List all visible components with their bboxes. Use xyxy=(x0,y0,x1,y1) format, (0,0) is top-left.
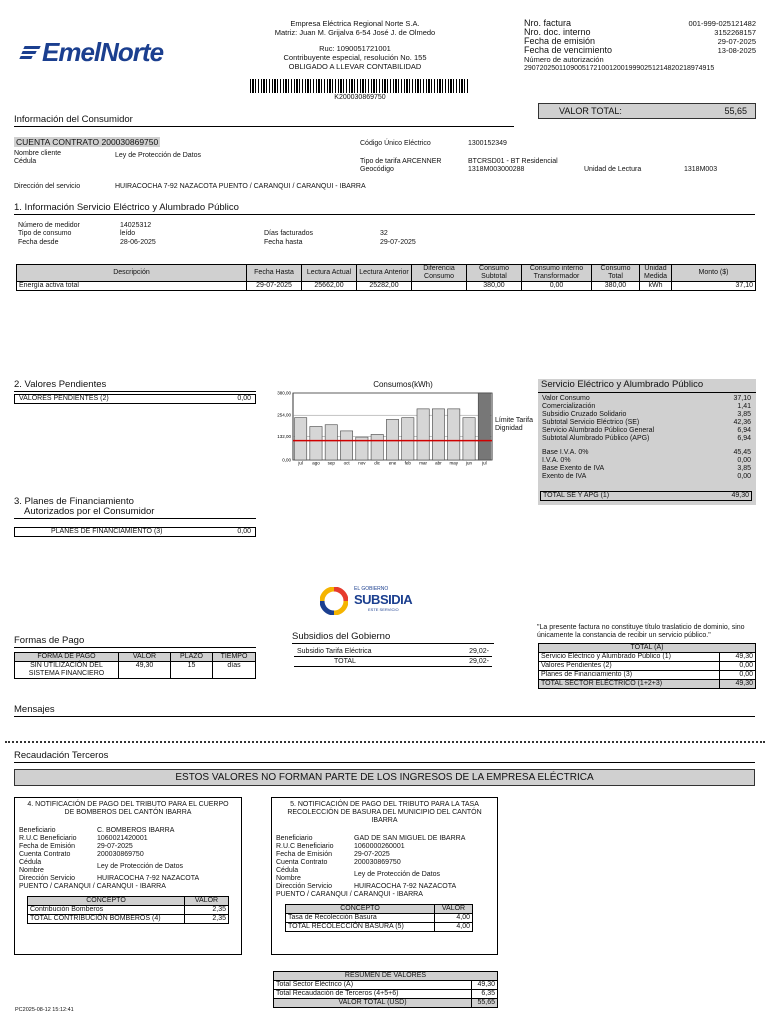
nro-factura-label: Nro. factura xyxy=(524,18,572,28)
chart-x-tick: nov xyxy=(358,460,366,466)
nro-factura: 001-999-025121482 xyxy=(688,19,756,28)
th-forma: FORMA DE PAGO xyxy=(15,653,119,662)
subsidio-value: 29,02- xyxy=(469,648,489,655)
terceros-banner: ESTOS VALORES NO FORMAN PARTE DE LOS INGRESOS DE LA EMPRESA ELÉCTRICA xyxy=(14,769,755,786)
vencimiento: 13-08-2025 xyxy=(717,46,756,55)
consumer-title: Información del Consumidor xyxy=(14,115,514,127)
servicio-label: Subtotal Servicio Eléctrico (SE) xyxy=(542,418,640,426)
company-contribuyente: Contribuyente especial, resolución No. 155 xyxy=(283,52,427,62)
autorizacion: 2907202501109005172100120019990251214820218974915 xyxy=(524,65,715,72)
th-valor: VALOR xyxy=(185,897,229,906)
servicio-label: Subtotal Alumbrado Público (APG) xyxy=(542,434,650,442)
chart-bar xyxy=(295,418,307,460)
subsidio-logo-main: SUBSIDIA xyxy=(354,592,413,607)
chart-x-tick: jul xyxy=(298,460,303,466)
cell: 49,30 xyxy=(720,680,756,689)
direccion: HUIRACOCHA 7-92 NAZACOTA PUENTO / CARANQUI / CARANQUI - IBARRA xyxy=(115,183,366,190)
chart-bar xyxy=(340,431,352,460)
chart-bar xyxy=(478,393,490,460)
cuenta-label: CUENTA CONTRATO xyxy=(16,137,100,147)
label-cedula: Cédula xyxy=(19,859,42,866)
notif4-cedula-nombre: Ley de Protección de Datos xyxy=(97,863,183,870)
medidor-label: Número de medidor xyxy=(18,222,80,229)
formas-pago-table xyxy=(14,652,256,679)
servicio-row xyxy=(542,411,751,419)
label-nombre: Nombre xyxy=(276,875,301,882)
chart-x-tick: ago xyxy=(312,460,320,466)
servicio-value: 6,94 xyxy=(737,434,751,442)
th-monto: Monto ($) xyxy=(672,265,756,282)
nombre-label: Nombre cliente xyxy=(14,150,62,157)
chart-svg xyxy=(276,380,530,470)
th-tiempo: TIEMPO xyxy=(213,653,256,662)
cell: 2,35 xyxy=(185,915,229,924)
pendientes-row xyxy=(14,394,256,404)
chart-bar xyxy=(310,427,322,461)
cell: Total Recaudación de Terceros (4+5+6) xyxy=(274,990,472,999)
geocodigo-label: Geocódigo xyxy=(360,166,394,173)
logo-mark-icon xyxy=(20,45,40,61)
cell: 49,30 xyxy=(472,981,498,990)
cell: 4,00 xyxy=(435,914,473,923)
iva-row xyxy=(542,473,751,481)
financiamiento-subtitle: Autorizados por el Consumidor xyxy=(14,507,256,519)
cell: 6,35 xyxy=(472,990,498,999)
chart-x-tick: mar xyxy=(419,460,427,466)
chart-bar xyxy=(371,434,383,460)
tarifa-label: Tipo de tarifa ARCENNER xyxy=(360,158,442,165)
unidad: 1318M003 xyxy=(684,166,718,173)
geocodigo: 1318M003000288 xyxy=(468,166,525,173)
iva-value: 45,45 xyxy=(733,448,751,456)
vencimiento-label: Fecha de vencimiento xyxy=(524,45,613,55)
iva-value: 0,00 xyxy=(737,472,751,480)
notif5-title: 5. NOTIFICACIÓN DE PAGO DEL TRIBUTO PARA LA TASA RECOLECCIÓN DE BASURA DEL MUNICIPIO DEL CANTÓN IBARRA xyxy=(287,801,482,824)
iva-label: Base I.V.A. 0% xyxy=(542,448,589,456)
label-beneficiario: Beneficiario xyxy=(19,827,56,834)
chart-x-tick: jun xyxy=(466,460,473,466)
notif4-ruc: 1060021420001 xyxy=(97,835,148,842)
cell: kWh xyxy=(640,282,672,291)
chart-x-tick: may xyxy=(449,460,458,466)
notif5-direccion: HUIRACOCHA 7-92 NAZACOTA xyxy=(354,883,457,890)
cell: 380,00 xyxy=(467,282,522,291)
codigo: 1300152349 xyxy=(468,140,507,147)
company-address: Matriz: Juan M. Grijalva 6-54 José J. de Olmedo xyxy=(274,27,436,37)
dias-label: Días facturados xyxy=(264,230,314,237)
consumo-table xyxy=(16,264,756,291)
chart-limit-label: Límite Tarifa Dignidad xyxy=(495,417,533,432)
emision: 29-07-2025 xyxy=(717,37,756,46)
notif5-ruc: 1060000260001 xyxy=(354,843,405,850)
th-concepto: CONCEPTO xyxy=(286,905,435,914)
tipo-label: Tipo de consumo xyxy=(18,230,72,237)
chart-bar xyxy=(432,409,444,460)
chart-bar xyxy=(386,419,398,460)
cell: TOTAL CONTRIBUCIÓN BOMBEROS (4) xyxy=(28,915,185,924)
financiamiento-value: 0,00 xyxy=(237,528,251,535)
nombre-value: Ley de Protección de Datos xyxy=(115,152,201,159)
hasta: 29-07-2025 xyxy=(380,239,416,246)
resumen-table xyxy=(273,971,498,1008)
valor-total: 55,65 xyxy=(724,105,747,116)
table-row xyxy=(539,653,756,662)
servicio-row xyxy=(542,419,751,427)
th-unidad: Unidad Medida xyxy=(640,265,672,282)
cell: 49,30 xyxy=(720,653,756,662)
servicio-total xyxy=(540,491,752,501)
total-a-header: TOTAL (A) xyxy=(539,644,756,653)
th-valor: VALOR xyxy=(435,905,473,914)
chart-x-tick: oct xyxy=(343,460,350,466)
servicio-row xyxy=(542,427,751,435)
iva-label: Base Exento de IVA xyxy=(542,464,605,472)
barcode xyxy=(250,79,470,93)
cell: Servicio Eléctrico y Alumbrado Público (1) xyxy=(539,653,720,662)
chart-x-tick: dic xyxy=(374,460,381,466)
th-total: Consumo Total xyxy=(592,265,640,282)
iva-value: 3,85 xyxy=(737,464,751,472)
servicio-label: Valor Consumo xyxy=(542,394,590,402)
table-row xyxy=(28,906,229,915)
servicio-value: 42,36 xyxy=(733,418,751,426)
notif4-emision: 29-07-2025 xyxy=(97,843,133,850)
cut-line xyxy=(5,741,765,743)
notif5-cuenta: 200030869750 xyxy=(354,859,401,866)
notif5-table xyxy=(285,904,473,932)
barcode-number: K200030869750 xyxy=(334,94,386,101)
footer-code: PC2025-08-12 15:12:41 xyxy=(15,1007,74,1013)
resumen-header: RESUMEN DE VALORES xyxy=(274,972,498,981)
notif4-direccion: HUIRACOCHA 7-92 NAZACOTA xyxy=(97,875,200,882)
subsidio-total-label: TOTAL xyxy=(334,658,356,665)
label-cedula: Cédula xyxy=(276,867,299,874)
table-row xyxy=(15,662,256,679)
label-cuenta: Cuenta Contrato xyxy=(19,851,71,858)
cell: Valores Pendientes (2) xyxy=(539,662,720,671)
chart-x-tick: jul xyxy=(482,460,487,466)
chart-y-tick: 0,00 xyxy=(282,457,291,463)
autorizacion-label: Número de autorización xyxy=(524,55,604,64)
servicio-label: Subsidio Cruzado Solidario xyxy=(542,410,627,418)
cedula-label: Cédula xyxy=(14,158,37,165)
subsidio-logo xyxy=(320,586,420,616)
notif4-title: 4. NOTIFICACIÓN DE PAGO DEL TRIBUTO PARA EL CUERPO DE BOMBEROS DEL CANTÓN IBARRA xyxy=(27,801,229,816)
cell: 0,00 xyxy=(720,671,756,680)
th-interno: Consumo interno Transformador xyxy=(522,265,592,282)
notif-basura xyxy=(271,797,498,955)
cell: SIN UTILIZACIÓN DEL SISTEMA FINANCIERO xyxy=(15,662,119,679)
label-cuenta: Cuenta Contrato xyxy=(276,859,328,866)
notif5-direccion2: PUENTO / CARANQUI / CARANQUI - IBARRA xyxy=(276,891,423,898)
th-plazo: PLAZO xyxy=(171,653,213,662)
codigo-label: Código Único Eléctrico xyxy=(360,140,431,147)
cell: Energía activa total xyxy=(17,282,247,291)
label-nombre: Nombre xyxy=(19,867,44,874)
chart-bar xyxy=(325,425,337,460)
subsidio-logo-top: EL GOBIERNO xyxy=(354,586,389,592)
chart-x-tick: ene xyxy=(388,460,397,466)
desde-label: Fecha desde xyxy=(18,239,59,246)
emelnorte-logo xyxy=(20,37,190,68)
financiamiento-label: PLANES DE FINANCIAMIENTO (3) xyxy=(51,528,163,535)
cell: Contribución Bomberos xyxy=(28,906,185,915)
label-direccion: Dirección Servicio xyxy=(19,875,76,882)
cuenta-row xyxy=(14,138,160,148)
servicio-label: Servicio Alumbrado Público General xyxy=(542,426,655,434)
th-valor: VALOR xyxy=(119,653,171,662)
cell: 0,00 xyxy=(522,282,592,291)
cell: 0,00 xyxy=(720,662,756,671)
th-descripcion: Descripción xyxy=(17,265,247,282)
cell: TOTAL RECOLECCIÓN BASURA (5) xyxy=(286,923,435,932)
subsidio-label: Subsidio Tarifa Eléctrica xyxy=(297,648,372,655)
servicio-box xyxy=(538,379,756,505)
cell: 15 xyxy=(171,662,213,679)
logo-text: EmelNorte xyxy=(42,37,164,68)
label-ruc: R.U.C Beneficiario xyxy=(19,835,77,842)
servicio-label: Comercialización xyxy=(542,402,596,410)
company-obligado: OBLIGADO A LLEVAR CONTABILIDAD xyxy=(288,61,422,71)
subsidio-row xyxy=(294,647,492,657)
cell: 29-07-2025 xyxy=(247,282,302,291)
company-info xyxy=(240,20,470,71)
iva-row xyxy=(542,465,751,473)
table-row xyxy=(539,662,756,671)
nro-doc-label: Nro. doc. interno xyxy=(524,27,591,37)
company-ruc: Ruc: 1090051721001 xyxy=(319,44,391,54)
desde: 28-06-2025 xyxy=(120,239,156,246)
label-emision: Fecha de Emisión xyxy=(276,851,333,858)
cuenta-highlight xyxy=(14,137,160,147)
servicio-value: 37,10 xyxy=(733,394,751,402)
chart-x-tick: feb xyxy=(404,460,411,466)
cell: TOTAL SECTOR ELÉCTRICO (1+2+3) xyxy=(539,680,720,689)
label-beneficiario: Beneficiario xyxy=(276,835,313,842)
iva-row xyxy=(542,449,751,457)
iva-label: I.V.A. 0% xyxy=(542,456,571,464)
cell: Total Sector Eléctrico (A) xyxy=(274,981,472,990)
pendientes-value: 0,00 xyxy=(237,395,251,402)
servicio-row xyxy=(542,395,751,403)
label-ruc: R.U.C Beneficiario xyxy=(276,843,334,850)
tarifa: BTCRSD01 - BT Residencial xyxy=(468,158,558,165)
pendientes-title: 2. Valores Pendientes xyxy=(14,380,256,392)
servicio-value: 6,94 xyxy=(737,426,751,434)
terceros-title: Recaudación Terceros xyxy=(14,751,755,763)
chart-y-tick: 132,00 xyxy=(277,434,291,440)
notif4-table xyxy=(27,896,229,924)
notif4-beneficiario: C. BOMBEROS IBARRA xyxy=(97,827,175,834)
subsidio-total xyxy=(294,657,492,667)
chart-bar xyxy=(448,409,460,460)
emision-label: Fecha de emisión xyxy=(524,36,596,46)
th-lectura-anterior: Lectura Anterior xyxy=(357,265,412,282)
label-emision: Fecha de Emisión xyxy=(19,843,76,850)
notif5-beneficiario: GAD DE SAN MIGUEL DE IBARRA xyxy=(354,835,466,842)
table-row xyxy=(286,923,473,932)
unidad-label: Unidad de Lectura xyxy=(584,166,642,173)
financiamiento-title: 3. Planes de Financiamiento xyxy=(14,496,134,507)
table-row xyxy=(274,990,498,999)
invoice-info xyxy=(524,19,756,73)
servicio-value: 1,41 xyxy=(737,402,751,410)
service-title: 1. Información Servicio Eléctrico y Alumbrado Público xyxy=(14,203,755,215)
servicio-row xyxy=(542,403,751,411)
cell: 380,00 xyxy=(592,282,640,291)
chart-title: Consumos(kWh) xyxy=(373,380,433,389)
table-row xyxy=(274,981,498,990)
notif5-cedula-nombre: Ley de Protección de Datos xyxy=(354,871,440,878)
notif-bomberos xyxy=(14,797,242,955)
cell: VALOR TOTAL (USD) xyxy=(274,999,472,1008)
legal-note: "La presente factura no constituye título traslaticio de dominio, sino únicamente la constancia de recibir un servicio público." xyxy=(537,624,745,639)
th-lectura-actual: Lectura Actual xyxy=(302,265,357,282)
servicio-total-label: TOTAL SE Y APG (1) xyxy=(543,492,610,499)
servicio-rows1 xyxy=(538,393,756,443)
consumos-chart xyxy=(276,380,533,470)
mensajes-title: Mensajes xyxy=(14,705,755,717)
pendientes-label: VALORES PENDIENTES (2) xyxy=(19,395,109,402)
label-direccion: Dirección Servicio xyxy=(276,883,333,890)
total-a-table xyxy=(538,643,756,689)
table-row xyxy=(17,282,756,291)
medidor: 14025312 xyxy=(120,222,152,229)
cell: 49,30 xyxy=(119,662,171,679)
financiamiento-row xyxy=(14,527,256,537)
chart-y-tick: 380,00 xyxy=(277,390,291,396)
cell: Planes de Financiamiento (3) xyxy=(539,671,720,680)
subsidios-title: Subsidios del Gobierno xyxy=(292,632,494,644)
cell: 25662,00 xyxy=(302,282,357,291)
subsidio-circle-icon xyxy=(320,587,348,615)
servicio-rows2 xyxy=(538,443,756,481)
cell: 25282,00 xyxy=(357,282,412,291)
table-row xyxy=(539,680,756,689)
direccion-label: Dirección del servicio xyxy=(14,183,81,190)
cell xyxy=(412,282,467,291)
hasta-label: Fecha hasta xyxy=(264,239,303,246)
table-row xyxy=(539,671,756,680)
cell: días xyxy=(213,662,256,679)
cuenta: 200030869750 xyxy=(101,137,159,147)
dias: 32 xyxy=(380,230,388,237)
iva-row xyxy=(542,457,751,465)
company-name: Empresa Eléctrica Regional Norte S.A. xyxy=(290,19,420,28)
table-row xyxy=(274,999,498,1008)
chart-bar xyxy=(417,409,429,460)
servicio-total-value: 49,30 xyxy=(731,492,749,499)
cell: 4,00 xyxy=(435,923,473,932)
th-diferencia: Diferencia Consumo xyxy=(412,265,467,282)
chart-y-tick: 254,00 xyxy=(277,412,291,418)
subsidio-total-value: 29,02- xyxy=(469,658,489,665)
subsidio-logo-bottom: ESTE SERVICIO xyxy=(368,607,399,612)
th-fecha: Fecha Hasta xyxy=(247,265,302,282)
cell: Tasa de Recolección Basura xyxy=(286,914,435,923)
iva-label: Exento de IVA xyxy=(542,472,587,480)
table-row xyxy=(28,915,229,924)
servicio-value: 3,85 xyxy=(737,410,751,418)
notif5-emision: 29-07-2025 xyxy=(354,851,390,858)
tipo: leído xyxy=(120,230,136,237)
iva-value: 0,00 xyxy=(737,456,751,464)
table-row xyxy=(286,914,473,923)
th-subtotal: Consumo Subtotal xyxy=(467,265,522,282)
chart-x-tick: sep xyxy=(327,460,335,466)
notif4-cuenta: 200030869750 xyxy=(97,851,144,858)
cell: 55,65 xyxy=(472,999,498,1008)
valor-total-label: VALOR TOTAL: xyxy=(559,105,622,116)
servicio-row xyxy=(542,435,751,443)
th-concepto: CONCEPTO xyxy=(28,897,185,906)
chart-bar xyxy=(402,418,414,460)
cell: 37,10 xyxy=(672,282,756,291)
valor-total-box xyxy=(538,103,756,119)
cell: 2,35 xyxy=(185,906,229,915)
chart-x-tick: abr xyxy=(435,460,442,466)
nro-doc: 3152268157 xyxy=(714,28,756,37)
servicio-title: Servicio Eléctrico y Alumbrado Público xyxy=(538,379,756,393)
notif4-direccion2: PUENTO / CARANQUI / CARANQUI - IBARRA xyxy=(19,883,166,890)
chart-bar xyxy=(463,418,475,460)
formas-pago-title: Formas de Pago xyxy=(14,636,256,648)
